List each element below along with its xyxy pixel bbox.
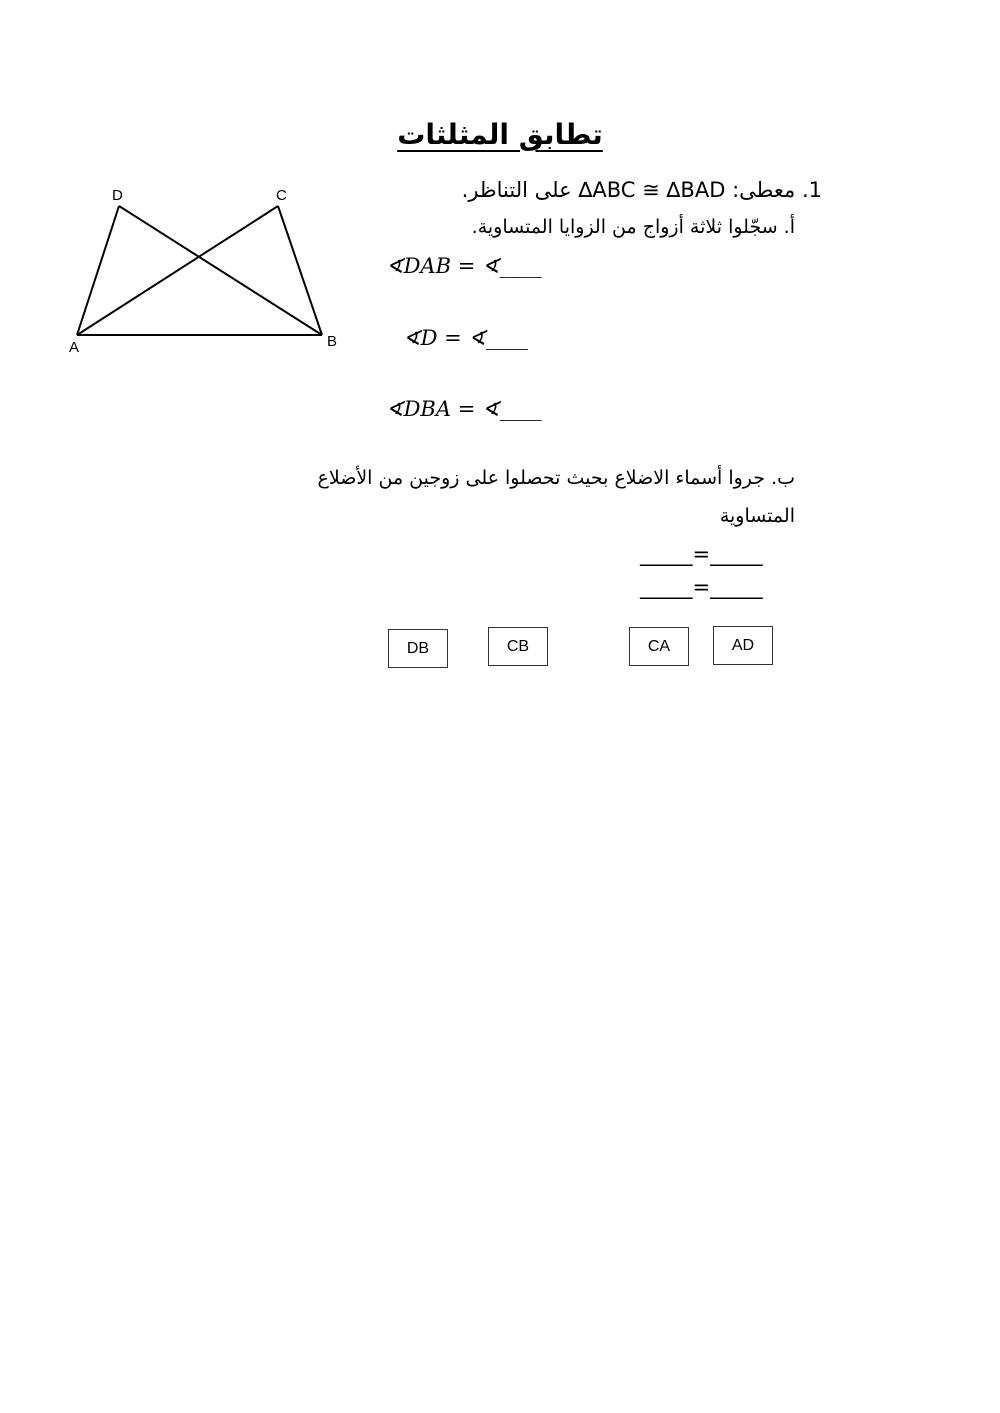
label-c: C xyxy=(276,187,287,204)
segment-bd xyxy=(119,206,322,335)
angle-row-1-left: ∢DAB = ∢ xyxy=(386,254,500,278)
card-ca[interactable]: CA xyxy=(629,627,689,666)
congruence-statement: ∆ABC ≅ ∆BAD xyxy=(578,178,726,202)
quadrilateral-diagram xyxy=(60,180,350,370)
part-b-instruction-line-2: المتساوية xyxy=(719,505,795,527)
angle-blank-3[interactable]: ____ xyxy=(499,397,542,421)
card-cb[interactable]: CB xyxy=(488,627,548,666)
question-number: 1. xyxy=(801,178,822,202)
segment-ac xyxy=(77,206,278,335)
part-b-instruction-line-1: ب. جروا أسماء الاضلاع بحيث تحصلوا على زوجين من الأضلاع xyxy=(317,467,795,489)
page-title: تطابق المثلثات xyxy=(397,118,603,151)
side-equation-2[interactable]: _____=_____ xyxy=(640,575,763,599)
angle-row-2-left: ∢D = ∢ xyxy=(403,326,486,350)
angle-row-3 xyxy=(386,397,542,421)
part-a-instruction: أ. سجّلوا ثلاثة أزواج من الزوايا المتساوية. xyxy=(471,216,795,238)
given-word: معطى: xyxy=(732,178,796,202)
question-1 xyxy=(462,178,822,202)
correspondence-text: على التناظر. xyxy=(461,178,572,202)
angle-blank-2[interactable]: ____ xyxy=(485,326,528,350)
angle-row-2 xyxy=(403,326,528,350)
card-db[interactable]: DB xyxy=(388,629,448,668)
label-d: D xyxy=(112,187,123,204)
card-ad[interactable]: AD xyxy=(713,626,773,665)
angle-row-3-left: ∢DBA = ∢ xyxy=(386,397,500,421)
angle-blank-1[interactable]: ____ xyxy=(499,254,542,278)
angle-row-1 xyxy=(386,254,542,278)
label-a: A xyxy=(69,339,80,356)
segment-bc xyxy=(278,206,322,335)
side-equation-1[interactable]: _____=_____ xyxy=(640,542,763,566)
label-b: B xyxy=(327,333,338,350)
segment-ad xyxy=(77,206,119,335)
